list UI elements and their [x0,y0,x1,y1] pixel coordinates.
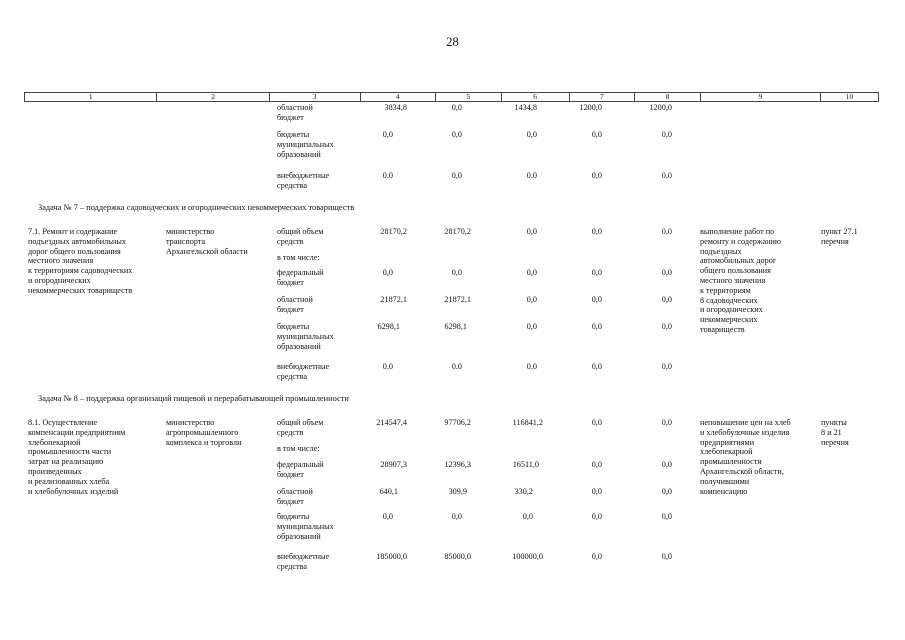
value-cell: 0.0 [382,171,393,180]
source-label: внебюджетные средства [277,362,330,381]
value-cell: 6298,1 [377,322,400,331]
value-cell: 0,0 [661,362,672,371]
value-cell: 97706,2 [444,418,471,427]
column-number-header [24,92,879,102]
value-cell: 0,0 [591,322,602,331]
value-cell: 21872,1 [380,295,407,304]
source-label: внебюджетные средства [277,552,330,571]
value-cell: 0,0 [451,268,462,277]
source-label: областной бюджет [277,103,313,122]
value-cell: 16511,0 [512,460,539,469]
value-cell: 100000,0 [512,552,543,561]
task-8-activity: 8.1. Осуществление компенсации предприятиям хлебопекарной промышленности части затрат на реализацию произведенных и реализованных хлеба и хлебобулочных изделий [28,418,126,496]
value-cell: 0,0 [451,130,462,139]
value-cell: 0,0 [591,268,602,277]
value-cell: 0,0 [591,460,602,469]
value-cell: 0,0 [591,362,602,371]
value-cell: 0,0 [661,322,672,331]
task-7-executor: министерство транспорта Архангельской области [166,227,248,256]
header-col-9: 9 [701,93,821,101]
header-col-1: 1 [25,93,157,101]
source-label: федеральный бюджет [277,460,324,479]
value-cell: 0,0 [591,512,602,521]
source-label: бюджеты муниципальных образований [277,512,334,541]
value-cell: 0,0 [526,322,537,331]
value-cell: 0,0 [451,103,462,112]
value-cell: 0,0 [591,171,602,180]
header-col-10: 10 [845,92,854,101]
source-label: общий объем средств [277,227,324,246]
task-8-result: неповышение цен на хлеб и хлебобулочные изделия предприятиями хлебопекарной промышленности Архангельской области, получившими компенсацию [700,418,791,496]
value-cell: 0,0 [451,171,462,180]
value-cell: 0,0 [526,268,537,277]
value-cell: 0,0 [661,268,672,277]
header-col-6: 6 [502,93,570,101]
value-cell: 0,0 [382,268,393,277]
task-7-activity: 7.1. Ремонт и содержание подъездных автомобильных дорог общего пользования местного значения к территориям садоводческих и огороднических некоммерческих товариществ [28,227,133,295]
value-cell: 0,0 [526,295,537,304]
source-label: федеральный бюджет [277,268,324,287]
value-cell: 0,0 [591,227,602,236]
value-cell: 3834,8 [384,103,407,112]
value-cell: 0,0 [661,171,672,180]
task-7-title: Задача № 7 – поддержка садоводческих и огороднических некоммерческих товариществ [38,203,355,212]
header-col-4: 4 [361,93,436,101]
value-cell: 116841,2 [512,418,543,427]
value-cell: 640,1 [379,487,398,496]
task-8-title: Задача № 8 – поддержка организаций пищевой и перерабатывающей промышленности [38,394,349,403]
task-7-link: пункт 27.1 перечня [821,227,858,246]
value-cell: 85000,0 [444,552,471,561]
source-label: бюджеты муниципальных образований [277,322,334,351]
value-cell: 0,0 [661,487,672,496]
value-cell: 1434,8 [514,103,537,112]
value-cell: 1200,0 [649,103,672,112]
value-cell: 6298,1 [444,322,467,331]
header-col-2: 2 [157,93,269,101]
value-cell: 0,0 [661,130,672,139]
value-cell: 0,0 [526,130,537,139]
source-label: общий объем средств [277,418,324,437]
value-cell: 0,0 [591,130,602,139]
page-number: 28 [446,35,459,49]
value-cell: 28907,3 [380,460,407,469]
task-7-result: выполнение работ по ремонту и содержанию подъездных автомобильных дорог общего пользования местного значения к территориям 8 садоводческих и огороднических некоммерческих товариществ [700,227,781,334]
header-col-3: 3 [270,93,361,101]
value-cell: 185000,0 [376,552,407,561]
source-label: областной бюджет [277,487,313,506]
value-cell: 0,0 [661,512,672,521]
value-cell: 0,0 [591,487,602,496]
value-cell: 28170,2 [444,227,471,236]
source-label: в том числе: [277,253,320,262]
value-cell: 1200,0 [579,103,602,112]
value-cell: 330,2 [514,487,533,496]
task-8-executor: министерство агропромышленного комплекса и торговли [166,418,242,447]
value-cell: 0,0 [451,512,462,521]
value-cell: 0,0 [661,418,672,427]
value-cell: 21872,1 [444,295,471,304]
value-cell: 0,0 [522,512,533,521]
source-label: бюджеты муниципальных образований [277,130,334,159]
value-cell: 0,0 [382,512,393,521]
source-label: в том числе: [277,444,320,453]
value-cell: 28170,2 [380,227,407,236]
value-cell: 0.0 [382,362,393,371]
value-cell: 0,0 [382,130,393,139]
value-cell: 0.0 [526,171,537,180]
value-cell: 214547,4 [376,418,407,427]
value-cell: 309,9 [448,487,467,496]
source-label: внебюджетные средства [277,171,330,190]
header-col-7: 7 [570,93,636,101]
value-cell: 0,0 [526,227,537,236]
value-cell: 0,0 [591,552,602,561]
source-label: областной бюджет [277,295,313,314]
value-cell: 0,0 [661,295,672,304]
value-cell: 0.0 [526,362,537,371]
value-cell: 0,0 [661,227,672,236]
value-cell: 12396,3 [444,460,471,469]
header-col-8: 8 [635,93,701,101]
value-cell: 0,0 [591,418,602,427]
value-cell: 0.0 [451,362,462,371]
value-cell: 0,0 [591,295,602,304]
header-col-5: 5 [436,93,502,101]
value-cell: 0,0 [661,552,672,561]
value-cell: 0,0 [661,460,672,469]
task-8-link: пункты 8 и 21 перечня [821,418,849,447]
